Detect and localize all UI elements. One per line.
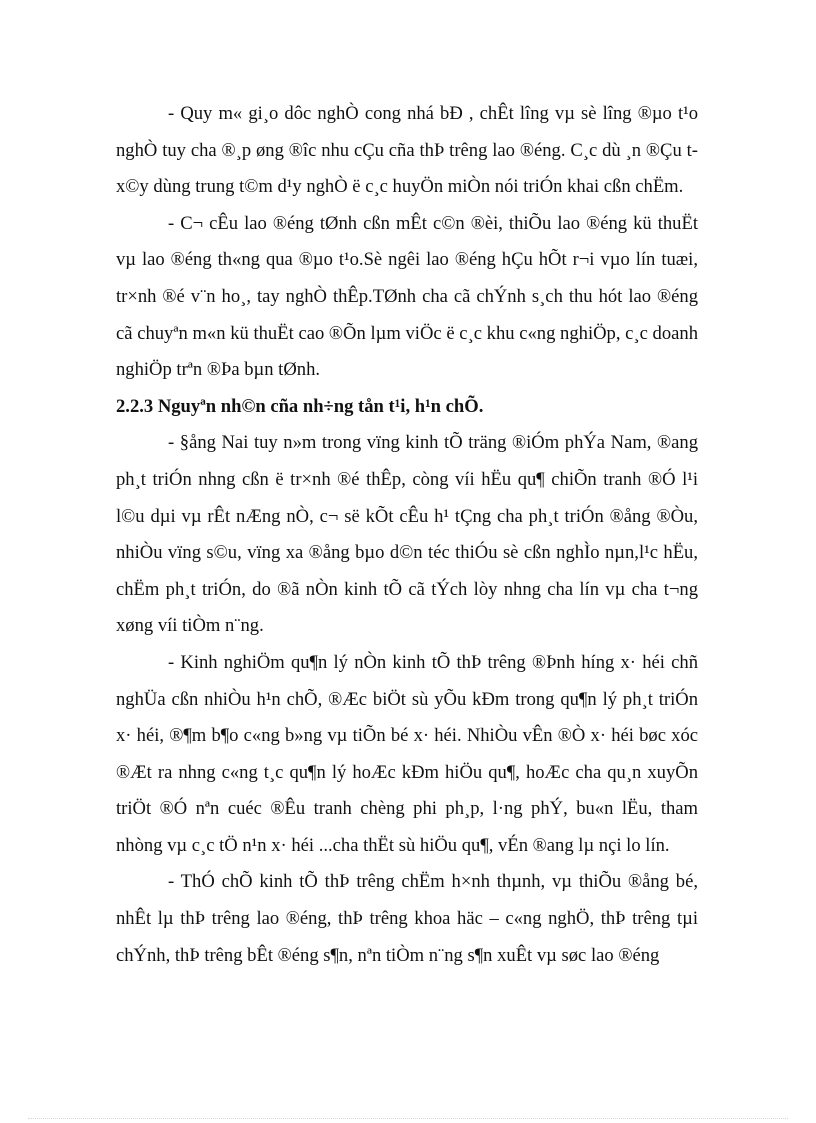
paragraph-dong-nai-economy: - §ång Nai tuy n»m trong vïng kinh tÕ träng ®iÓm phÝa Nam, ®ang ph¸t triÓn nhng cßn ë tr×nh ®é thÊp, còng víi hËu qu¶ chiÕn tranh ®Ó l¹i l©u dµi vµ rÊt nÆng nÒ, c¬ së kÕt cÊu h¹ tÇng cha ph¸t triÓn ®ång ®Òu, nhiÒu vïng s©u, vïng xa ®ång bµo d©n téc thiÓu sè cßn nghÌo nµn,l¹c hËu, chËm ph¸t triÓn, do ®ã nÒn kinh tÕ cã tÝch lòy nhng cha lín vµ cha t¬ng xøng víi tiÒm n¨ng. [116,432,698,637]
paragraph-management-experience: - Kinh nghiÖm qu¶n lý nÒn kinh tÕ thÞ trêng ®Þnh híng x· héi chñ nghÜa cßn nhiÒu h¹n chÕ, ®Æc biÖt sù yÕu kÐm trong qu¶n lý ph¸t triÓn x· héi, ®¶m b¶o c«ng b»ng vµ tiÕn bé x· héi. NhiÒu vÊn ®Ò x· héi bøc xóc ®Æt ra nhng c«ng t¸c qu¶n lý hoÆc kÐm hiÖu qu¶, hoÆc cha qu¸n xuyÕn triÖt ®Ó nªn cuéc ®Êu tranh chèng phi ph¸p, l·ng phÝ, bu«n lËu, tham nhòng vµ c¸c tÖ n¹n x· héi ...cha thËt sù hiÖu qu¶, vÉn ®ang lµ nçi lo lín. [116,651,698,856]
section-heading: 2.2.3 Nguyªn nh©n cña nh÷ng tån t¹i, h¹n chÕ. [116,395,484,417]
paragraph-market-institutions: - ThÓ chÕ kinh tÕ thÞ trêng chËm h×nh thµnh, vµ thiÕu ®ång bé, nhÊt lµ thÞ trêng lao ®éng, thÞ trêng khoa häc – c«ng nghÖ, thÞ trêng tµi chÝnh, thÞ trêng bÊt ®éng s¶n, nªn tiÒm n¨ng s¶n xuÊt vµ søc lao ®éng [116,871,698,966]
paragraph-education-scale: - Quy m« gi¸o dôc nghÒ cong nhá bÐ , chÊt lîng vµ sè lîng ®µo t¹o nghÒ tuy cha ®¸p øng ®îc nhu cÇu cña thÞ trêng lao ®éng. C¸c dù ¸n ®Çu t x©y dùng trung t©m d¹y nghÒ ë c¸c huyÖn miÒn nói triÓn khai cßn chËm. [116,103,698,198]
paragraph-labor-structure: - C¬ cÊu lao ®éng tØnh cßn mÊt c©n ®èi, thiÕu lao ®éng kü thuËt vµ lao ®éng th«ng qua ®µo t¹o.Sè ngêi lao ®éng hÇu hÕt r¬i vµo lín tuæi, tr×nh ®é v¨n ho¸, tay nghÒ thÊp.TØnh cha cã chÝnh s¸ch thu hót lao ®éng cã chuyªn m«n kü thuËt cao ®Õn lµm viÖc ë c¸c khu c«ng nghiÖp, c¸c doanh nghiÖp trªn ®Þa bµn tØnh. [116,212,698,381]
document-body [116,96,698,974]
page-bottom-divider [28,1118,788,1119]
